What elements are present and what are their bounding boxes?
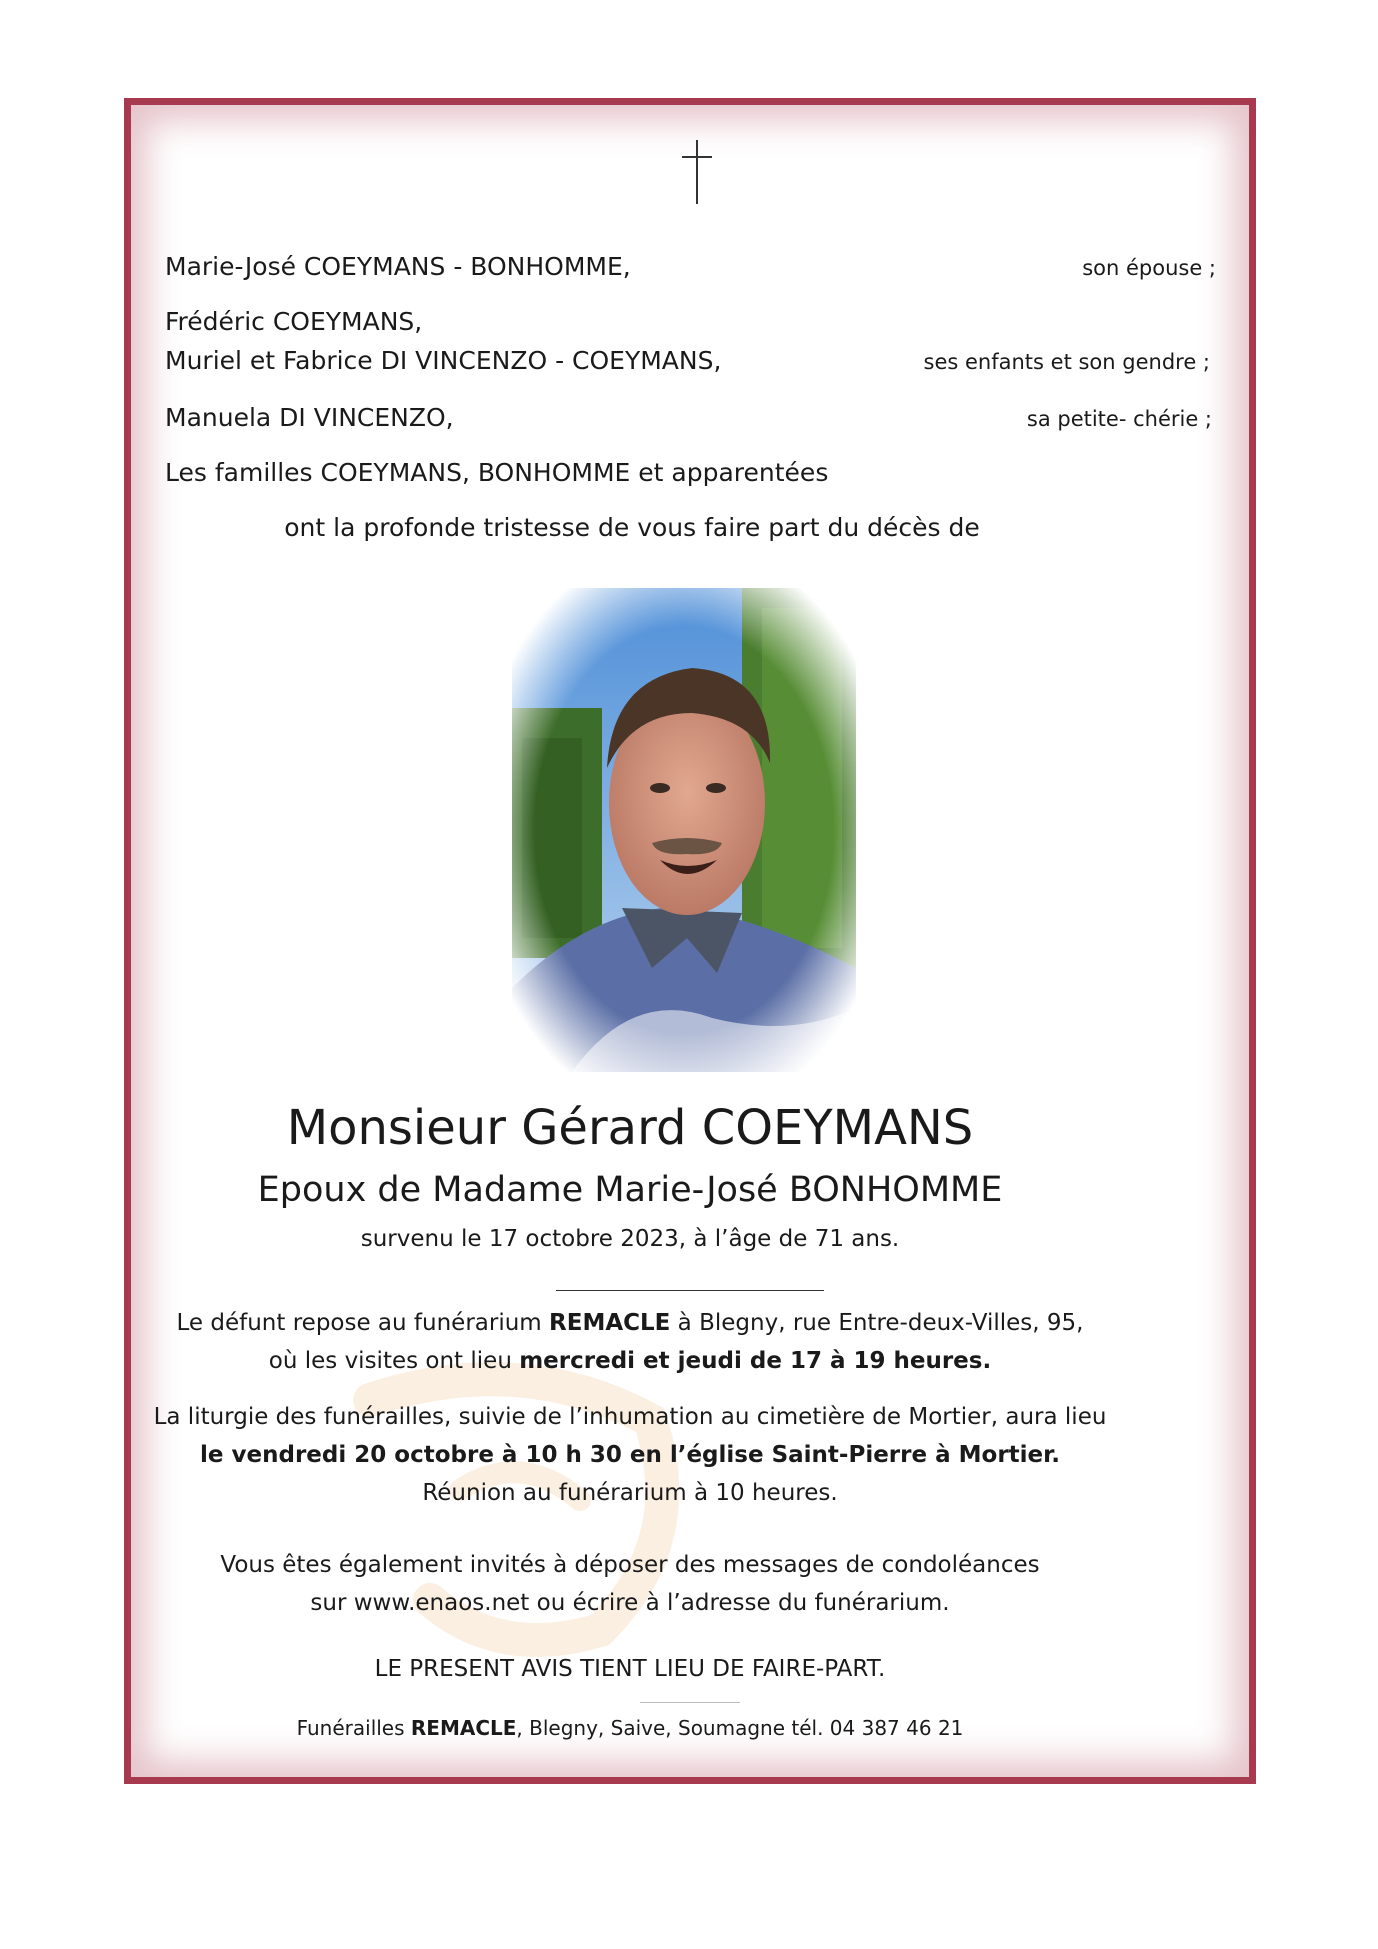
family-relation-3: ses enfants et son gendre ;	[923, 350, 1210, 374]
family-name-1: Marie-José COEYMANS - BONHOMME,	[165, 252, 631, 281]
family-relation-1: son épouse ;	[1082, 256, 1216, 280]
family-relation-4: sa petite- chérie ;	[1026, 407, 1212, 431]
divider	[556, 1290, 824, 1291]
visitation-line-1: Le défunt repose au funérarium REMACLE à Blegny, rue Entre-deux-Villes, 95,	[176, 1310, 1084, 1336]
family-name-5: Les familles COEYMANS, BONHOMME et apparentées	[165, 458, 829, 487]
condolences-line-2: sur www.enaos.net ou écrire à l’adresse du funérarium.	[310, 1590, 950, 1616]
portrait-photo	[512, 588, 856, 1072]
footer-text: Funérailles REMACLE, Blegny, Saive, Soumagne tél. 04 387 46 21	[296, 1716, 964, 1740]
death-date: survenu le 17 octobre 2023, à l’âge de 71 ans.	[360, 1226, 900, 1252]
cross-icon	[680, 140, 714, 204]
funeral-line-3: Réunion au funérarium à 10 heures.	[422, 1480, 838, 1506]
footer-divider	[640, 1702, 740, 1703]
announcement-text: ont la profonde tristesse de vous faire part du décès de	[284, 513, 980, 542]
deceased-name: Monsieur Gérard COEYMANS	[286, 1100, 974, 1156]
deceased-spouse: Epoux de Madame Marie-José BONHOMME	[257, 1170, 1003, 1210]
notice-text: LE PRESENT AVIS TIENT LIEU DE FAIRE-PART.	[374, 1656, 886, 1682]
family-name-3: Muriel et Fabrice DI VINCENZO - COEYMANS,	[165, 346, 722, 375]
visitation-line-2: où les visites ont lieu mercredi et jeudi de 17 à 19 heures.	[268, 1348, 992, 1374]
family-name-2: Frédéric COEYMANS,	[165, 307, 423, 336]
family-name-4: Manuela DI VINCENZO,	[165, 403, 454, 432]
funeral-line-2: le vendredi 20 octobre à 10 h 30 en l’église Saint-Pierre à Mortier.	[200, 1442, 1060, 1468]
funeral-line-1: La liturgie des funérailles, suivie de l’inhumation au cimetière de Mortier, aura lieu	[153, 1404, 1107, 1430]
condolences-line-1: Vous êtes également invités à déposer des messages de condoléances	[220, 1552, 1040, 1578]
